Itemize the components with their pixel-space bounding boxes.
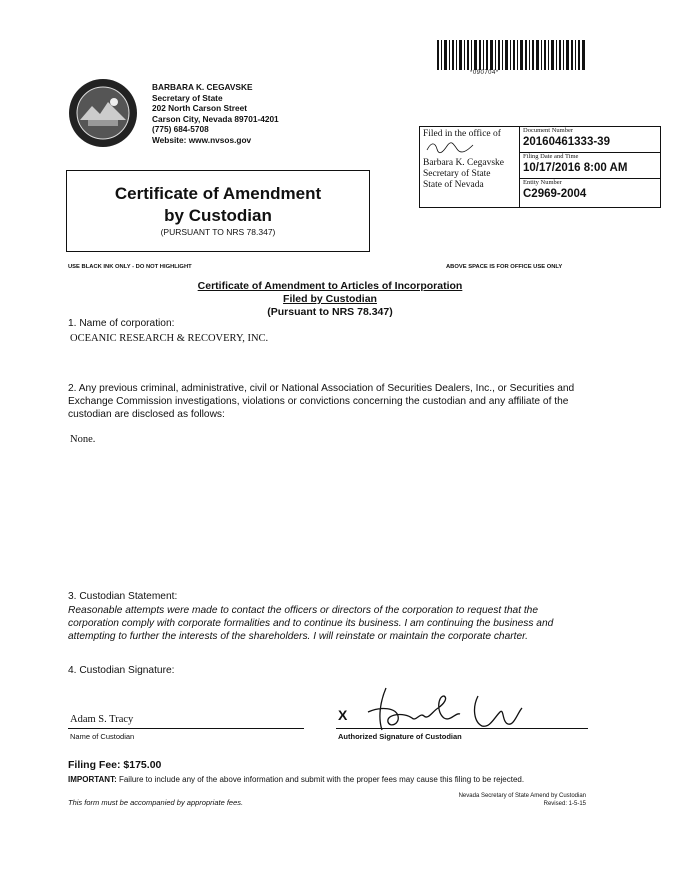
office-street: 202 North Carson Street bbox=[152, 103, 247, 114]
footer-note: This form must be accompanied by appropriate fees. bbox=[68, 798, 244, 807]
certificate-title-box bbox=[66, 170, 370, 252]
filing-date-cell bbox=[520, 153, 660, 179]
revision-date: Revised: 1-5-15 bbox=[543, 800, 586, 807]
important-label: IMPORTANT: bbox=[68, 775, 117, 784]
filed-line-3: Secretary of State bbox=[423, 169, 491, 179]
certificate-title bbox=[67, 183, 369, 227]
office-city: Carson City, Nevada 89701-4201 bbox=[152, 113, 279, 124]
filing-stamp-box bbox=[419, 126, 661, 208]
section3-label: 3. Custodian Statement: bbox=[68, 591, 178, 602]
important-text: Failure to include any of the above information and submit with the proper fees may cause this filing to be rejected. bbox=[118, 775, 525, 784]
signature-caption: Authorized Signature of Custodian bbox=[338, 732, 462, 741]
section2-text: 2. Any previous criminal, administrative, civil or National Association of Securities Dealers, Inc., or Securities and Exchange Commission investigations, violations or convictions concerning the custodian and any affiliate of the custodian are disclosed as follows: bbox=[68, 383, 575, 420]
document-number: 20160461333-39 bbox=[523, 136, 610, 148]
document-number-cell bbox=[520, 127, 660, 153]
secretary-name: BARBARA K. CEGAVSKE bbox=[152, 82, 253, 92]
office-phone: (775) 684-5708 bbox=[152, 124, 209, 135]
certificate-subtitle: (PURSUANT TO NRS 78.347) bbox=[160, 227, 276, 237]
form-name: Nevada Secretary of State Amend by Custodian bbox=[458, 793, 586, 799]
office-use-notice: ABOVE SPACE IS FOR OFFICE USE ONLY bbox=[446, 264, 563, 270]
disclosure-value: None. bbox=[70, 434, 96, 445]
filed-line-2: Barbara K. Cegavske bbox=[423, 158, 504, 168]
office-website: Website: www.nvsos.gov bbox=[152, 134, 252, 145]
section1-label: 1. Name of corporation: bbox=[68, 318, 175, 329]
form-heading-line2: Filed by Custodian bbox=[283, 293, 377, 305]
barcode-number: *090704* bbox=[470, 70, 499, 76]
signature-x-mark: X bbox=[338, 707, 348, 723]
form-revision bbox=[420, 793, 586, 808]
filed-in-office bbox=[420, 127, 520, 207]
filed-line-4: State of Nevada bbox=[423, 180, 484, 190]
entity-number: C2969-2004 bbox=[523, 188, 587, 200]
barcode bbox=[437, 40, 587, 70]
filing-fee: Filing Fee: $175.00 bbox=[68, 759, 162, 771]
custodian-name-caption: Name of Custodian bbox=[70, 732, 135, 741]
state-seal-icon bbox=[68, 78, 138, 148]
entity-number-cell bbox=[520, 179, 660, 207]
important-notice bbox=[68, 775, 524, 784]
entity-number-label: Entity Number bbox=[523, 179, 562, 186]
filed-line-1: Filed in the office of bbox=[423, 129, 501, 139]
certificate-title-line1: Certificate of Amendment bbox=[114, 184, 322, 203]
section4-label: 4. Custodian Signature: bbox=[68, 665, 175, 676]
filing-details bbox=[520, 127, 660, 207]
custodian-statement: Reasonable attempts were made to contact the officers or directors of the corporation to request that the corporation comply with corporate formalities and to continue its business. I am continuing the business and attempting to further the interests of the shareholders. I will reinstate or maintain the corporate charter. bbox=[68, 605, 554, 642]
custodian-name: Adam S. Tracy bbox=[70, 714, 134, 725]
ink-notice: USE BLACK INK ONLY - DO NOT HIGHLIGHT bbox=[68, 264, 192, 270]
secretary-of-state-block bbox=[152, 82, 279, 146]
corporation-name: OCEANIC RESEARCH & RECOVERY, INC. bbox=[70, 333, 269, 344]
form-heading-line1: Certificate of Amendment to Articles of Incorporation bbox=[197, 280, 463, 292]
secretary-title: Secretary of State bbox=[152, 92, 223, 103]
filing-date: 10/17/2016 8:00 AM bbox=[523, 162, 628, 174]
secretary-signature-mini bbox=[423, 140, 483, 154]
certificate-title-line2: by Custodian bbox=[164, 206, 272, 225]
filing-date-label: Filing Date and Time bbox=[523, 153, 579, 160]
document-number-label: Document Number bbox=[523, 127, 574, 134]
signature-line bbox=[336, 728, 588, 729]
form-heading-line3: (Pursuant to NRS 78.347) bbox=[267, 306, 393, 318]
custodian-name-line bbox=[68, 728, 304, 729]
